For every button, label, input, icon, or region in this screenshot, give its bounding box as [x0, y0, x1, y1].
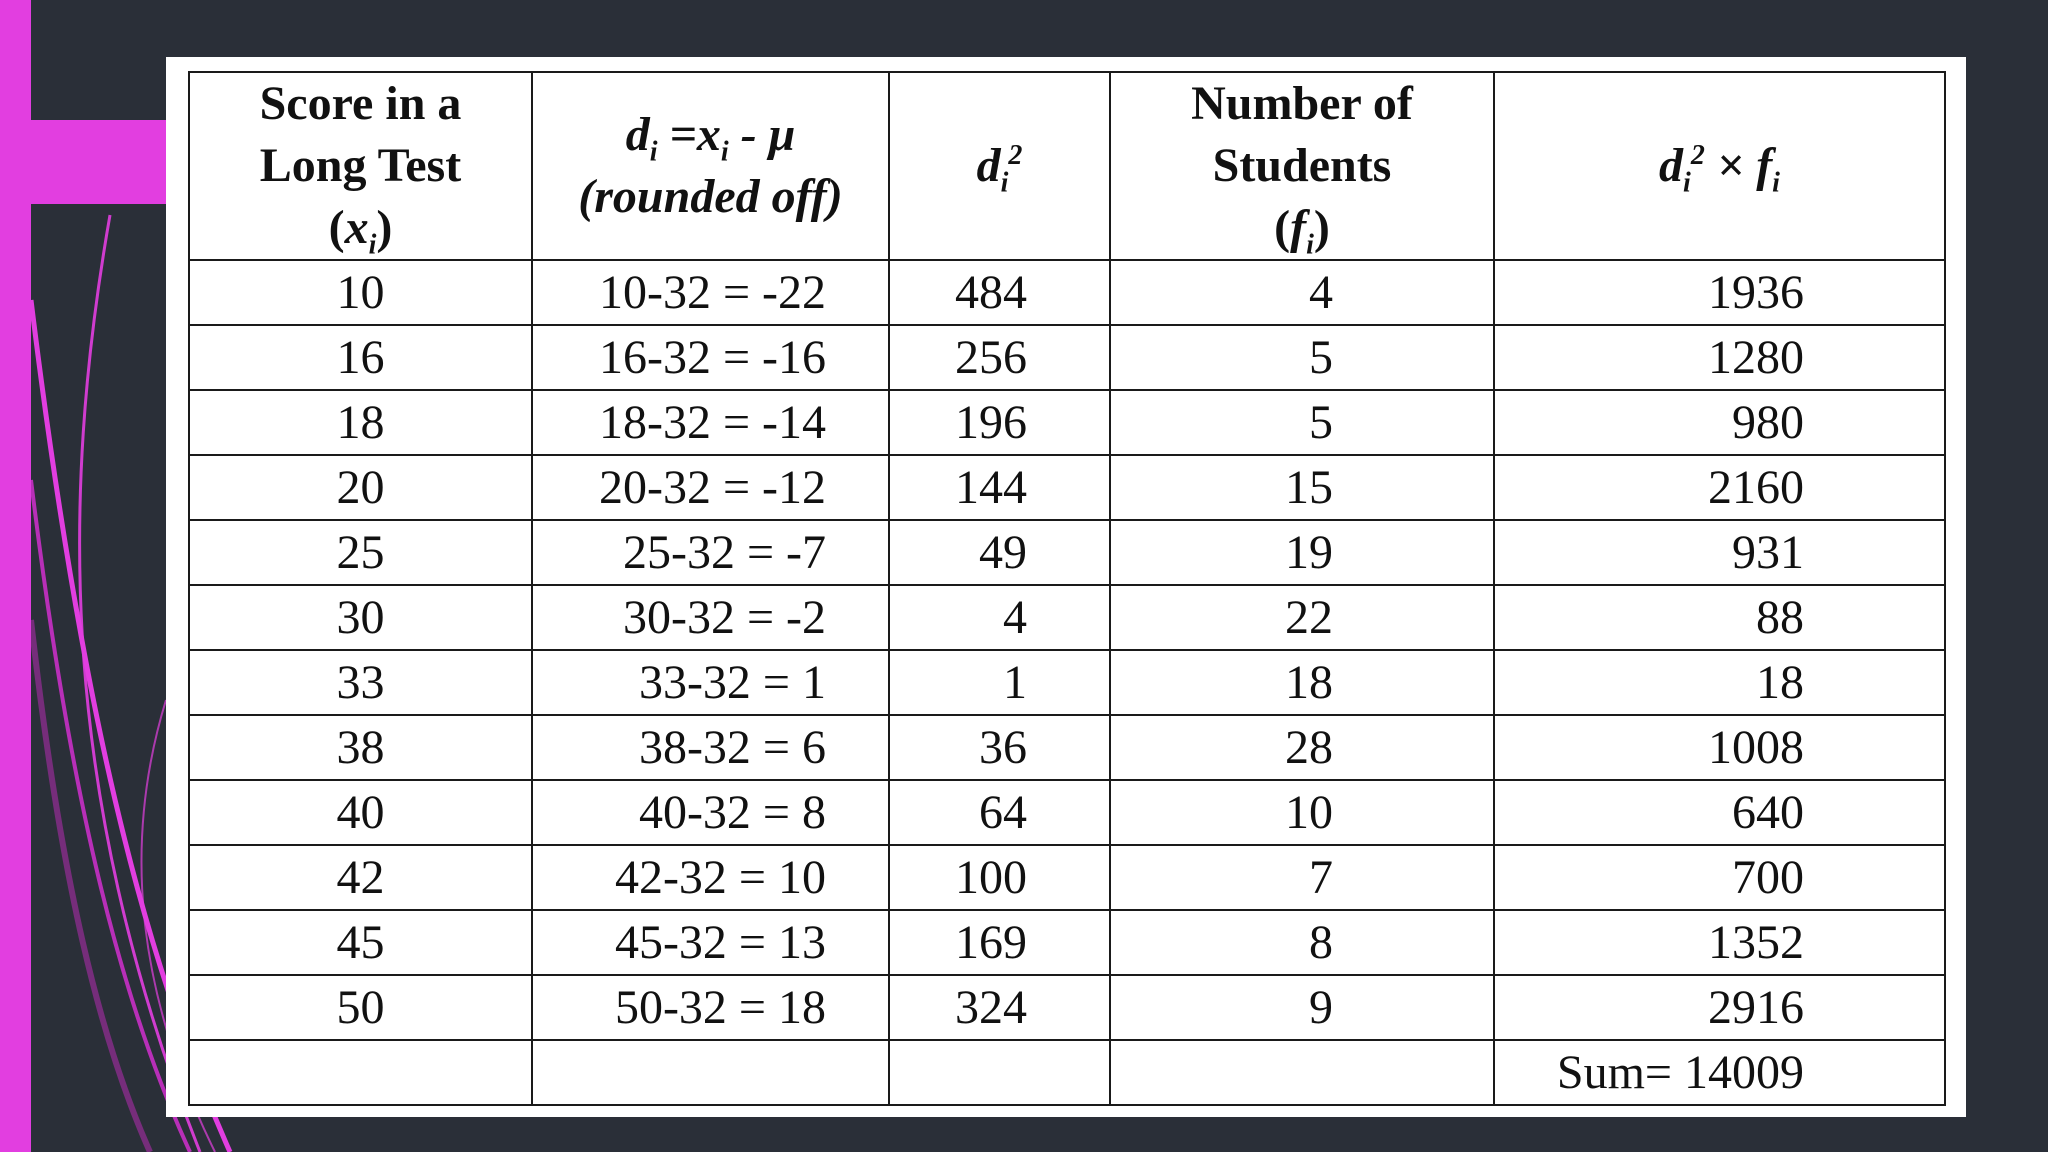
cell-students: 15: [1110, 455, 1494, 520]
cell-product: 18: [1494, 650, 1945, 715]
empty-cell: [189, 1040, 532, 1105]
cell-deviation: 38-32 = 6: [532, 715, 889, 780]
decor-curve: [31, 620, 150, 1152]
cell-deviation: 50-32 = 18: [532, 975, 889, 1040]
score-table: [188, 71, 1946, 1106]
cell-deviation-squared: 36: [889, 715, 1110, 780]
cell-score: 42: [189, 845, 532, 910]
cell-deviation-squared: 64: [889, 780, 1110, 845]
cell-deviation: 10-32 = -22: [532, 260, 889, 325]
table-row: [189, 780, 1945, 845]
cell-product: 640: [1494, 780, 1945, 845]
accent-tab: [31, 120, 166, 204]
header-deviation: $d_i =x_i - \mu$ (rounded off): [532, 72, 889, 260]
cell-deviation-squared: 484: [889, 260, 1110, 325]
table-row: [189, 650, 1945, 715]
table-card: [166, 57, 1966, 1117]
cell-product: 980: [1494, 390, 1945, 455]
table-row: [189, 910, 1945, 975]
table-row: [189, 585, 1945, 650]
cell-product: 1008: [1494, 715, 1945, 780]
cell-deviation-squared: 4: [889, 585, 1110, 650]
cell-score: 40: [189, 780, 532, 845]
cell-product: 700: [1494, 845, 1945, 910]
cell-score: 18: [189, 390, 532, 455]
cell-students: 5: [1110, 390, 1494, 455]
cell-score: 25: [189, 520, 532, 585]
cell-deviation-squared: 144: [889, 455, 1110, 520]
empty-cell: [889, 1040, 1110, 1105]
table-row: [189, 520, 1945, 585]
cell-product: 88: [1494, 585, 1945, 650]
cell-product: 2160: [1494, 455, 1945, 520]
cell-students: 19: [1110, 520, 1494, 585]
cell-deviation: 16-32 = -16: [532, 325, 889, 390]
cell-score: 20: [189, 455, 532, 520]
table-sum-row: [189, 1040, 1945, 1105]
cell-students: 8: [1110, 910, 1494, 975]
cell-students: 7: [1110, 845, 1494, 910]
cell-deviation: 42-32 = 10: [532, 845, 889, 910]
cell-score: 30: [189, 585, 532, 650]
cell-deviation-squared: 196: [889, 390, 1110, 455]
cell-product: 1280: [1494, 325, 1945, 390]
cell-deviation: 40-32 = 8: [532, 780, 889, 845]
table-row: [189, 325, 1945, 390]
cell-students: 18: [1110, 650, 1494, 715]
cell-score: 45: [189, 910, 532, 975]
cell-students: 28: [1110, 715, 1494, 780]
empty-cell: [532, 1040, 889, 1105]
cell-score: 50: [189, 975, 532, 1040]
cell-students: 5: [1110, 325, 1494, 390]
cell-deviation: 25-32 = -7: [532, 520, 889, 585]
cell-students: 9: [1110, 975, 1494, 1040]
cell-product: 931: [1494, 520, 1945, 585]
header-deviation-squared: $d_i^2$: [889, 72, 1110, 260]
cell-students: 10: [1110, 780, 1494, 845]
cell-score: 33: [189, 650, 532, 715]
cell-deviation-squared: 1: [889, 650, 1110, 715]
table-row: [189, 845, 1945, 910]
header-product: $d_i^2 \times f_i$: [1494, 72, 1945, 260]
cell-score: 16: [189, 325, 532, 390]
header-students: Number of Students $(f_i)$: [1110, 72, 1494, 260]
cell-score: 38: [189, 715, 532, 780]
accent-bar: [0, 0, 31, 1152]
cell-score: 10: [189, 260, 532, 325]
table-row: [189, 455, 1945, 520]
table-row: [189, 715, 1945, 780]
cell-deviation-squared: 169: [889, 910, 1110, 975]
cell-students: 4: [1110, 260, 1494, 325]
table-row: [189, 260, 1945, 325]
table-header-row: [189, 72, 1945, 260]
cell-deviation: 33-32 = 1: [532, 650, 889, 715]
header-score: Score in a Long Test $(x_i)$: [189, 72, 532, 260]
cell-deviation: 20-32 = -12: [532, 455, 889, 520]
sum-total: Sum= 14009: [1494, 1040, 1945, 1105]
cell-deviation-squared: 324: [889, 975, 1110, 1040]
cell-product: 1936: [1494, 260, 1945, 325]
empty-cell: [1110, 1040, 1494, 1105]
cell-deviation-squared: 100: [889, 845, 1110, 910]
cell-deviation: 45-32 = 13: [532, 910, 889, 975]
cell-deviation-squared: 49: [889, 520, 1110, 585]
table-row: [189, 390, 1945, 455]
cell-students: 22: [1110, 585, 1494, 650]
table-row: [189, 975, 1945, 1040]
cell-deviation: 18-32 = -14: [532, 390, 889, 455]
cell-deviation-squared: 256: [889, 325, 1110, 390]
cell-deviation: 30-32 = -2: [532, 585, 889, 650]
cell-product: 2916: [1494, 975, 1945, 1040]
cell-product: 1352: [1494, 910, 1945, 975]
table-body: [189, 260, 1945, 1105]
